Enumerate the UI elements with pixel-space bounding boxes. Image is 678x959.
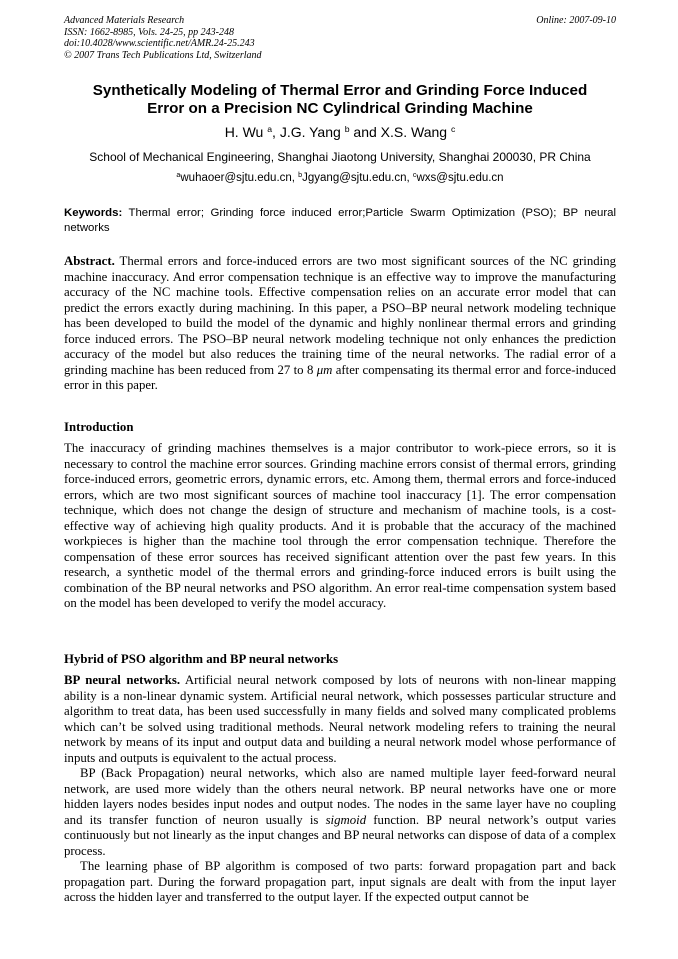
author-wu: H. Wu — [224, 124, 268, 140]
hybrid-p1-text: Artificial neural network composed by lots of neurons with non-linear mapping ability is a non-linear dynamic system. Artificial neural network, which possesses particular structure and algorithm to treat data, has been used successfully in many fields and solved many complicated problems which can’t be solved using traditional methods. Neural network modeling refers to training the neural network by means of its input and output data and building a neural network model whose performance of inputs and outputs is equivalent to the actual process. — [64, 673, 616, 765]
abstract-tail: after compensating its thermal error and force-induced error in this paper. — [64, 362, 616, 392]
author-yang-marker: b — [344, 124, 350, 135]
author-wang: and X.S. Wang — [349, 124, 451, 140]
email-wang: wxs@sjtu.edu.cn — [416, 172, 504, 184]
title-line-2: Error on a Precision NC Cylindrical Grinding Machine — [147, 99, 533, 117]
author-list — [64, 123, 616, 141]
keywords-label: Keywords: — [64, 207, 123, 219]
hybrid-paragraph-1 — [64, 673, 616, 766]
hybrid-p2b-text: function. BP neural network’s output varies continuously but not linearly as the input changes and BP neural networks can dispose of data of a complex process. — [64, 812, 616, 858]
paper-title — [64, 82, 616, 117]
abstract-label: Abstract. — [64, 254, 115, 268]
sigmoid-term: sigmoid — [325, 812, 367, 827]
abstract — [64, 254, 616, 394]
title-line-1: Synthetically Modeling of Thermal Error and Grinding Force Induced — [92, 82, 588, 99]
hybrid-heading: Hybrid of PSO algorithm and BP neural networks — [64, 652, 339, 666]
hybrid-section — [64, 673, 616, 906]
author-wang-marker: c — [450, 124, 456, 135]
email-wu: wuhaoer@sjtu.edu.cn, — [180, 172, 299, 184]
author-emails — [64, 171, 616, 185]
abstract-text: Thermal errors and force-induced errors are two most significant sources of the NC grinding machine inaccuracy. And error compensation technique is an effective way to improve the manufacturing accuracy of the NC machine tools. Effective compensation relies on an accurate error model that can predict the errors exactly during machining. In this paper, a PSO–BP neural network modeling technique has been developed to build the model of the dynamic and highly nonlinear thermal errors and grinding force induced errors. The PSO–BP neural network modeling technique not only enhances the prediction accuracy of the model but also reduces the training time of the neural networks. The radial error of a grinding machine has been reduced from 27 to 8 — [64, 254, 616, 377]
hybrid-paragraph-2 — [64, 766, 616, 859]
doi-line: doi:10.4028/www.scientific.net/AMR.24-25.243 — [64, 38, 255, 49]
introduction-heading: Introduction — [64, 420, 134, 434]
bp-lead: BP neural networks. — [64, 673, 181, 687]
keywords-text: Thermal error; Grinding force induced error;Particle Swarm Optimization (PSO); BP neural networks — [64, 207, 616, 234]
issn-line: ISSN: 1662-8985, Vols. 24-25, pp 243-248 — [64, 26, 234, 38]
author-wu-marker: a — [267, 124, 273, 135]
hybrid-p2a-text: BP (Back Propagation) neural networks, which also are named multiple layer feed-forward neural network, are used more widely than the others neural network. BP neural networks have one or more hidden layers nodes besides input nodes and output nodes. The nodes in the same layer have no coupling and its transfer function of neuron usually is — [64, 766, 616, 827]
author-yang: , J.G. Yang — [272, 124, 345, 140]
online-date: Online: 2007-09-10 — [536, 15, 616, 26]
journal-header — [64, 15, 616, 61]
keywords — [64, 206, 616, 236]
copyright-line: © 2007 Trans Tech Publications Ltd, Switzerland — [64, 49, 262, 61]
email-yang: Jgyang@sjtu.edu.cn, — [302, 172, 413, 184]
email-marker-a: a — [176, 171, 181, 180]
email-marker-c: c — [412, 171, 417, 180]
email-marker-b: b — [298, 171, 303, 180]
journal-name: Advanced Materials Research — [64, 15, 185, 26]
introduction-text: The inaccuracy of grinding machines themselves is a major contributor to work-piece errors, so it is necessary to control the machine error sources. Grinding machine errors consist of thermal errors, grinding force-induced errors, geometric errors, dynamic errors, etc. Among them, thermal errors and force-induced errors, which are two most significant sources of machine tool inaccuracy [1]. The error compensation technique, which does not change the design of structure and mechanism of machine tools, is a cost-effective way of achieving high quality products. And it is probable that the accuracy of the machined workpieces is higher than the machine tool through the error compensation technique. Therefore the compensation of these error sources has received significant attention over the past few years. In this research, a synthetic model of the thermal errors and grinding-force induced errors is built using the combination of the BP neural networks and PSO algorithm. An error real-time compensation system based on the model has been developed to verify the model accuracy. — [64, 441, 616, 610]
abstract-unit: μm — [316, 362, 333, 377]
affiliation: School of Mechanical Engineering, Shanghai Jiaotong University, Shanghai 200030, PR China — [89, 150, 591, 164]
hybrid-paragraph-3: The learning phase of BP algorithm is composed of two parts: forward propagation part and back propagation part. During the forward propagation part, input signals are dealt with from the input layer across the hidden layer and transferred to the output layer. If the expected output cannot be — [64, 859, 616, 904]
